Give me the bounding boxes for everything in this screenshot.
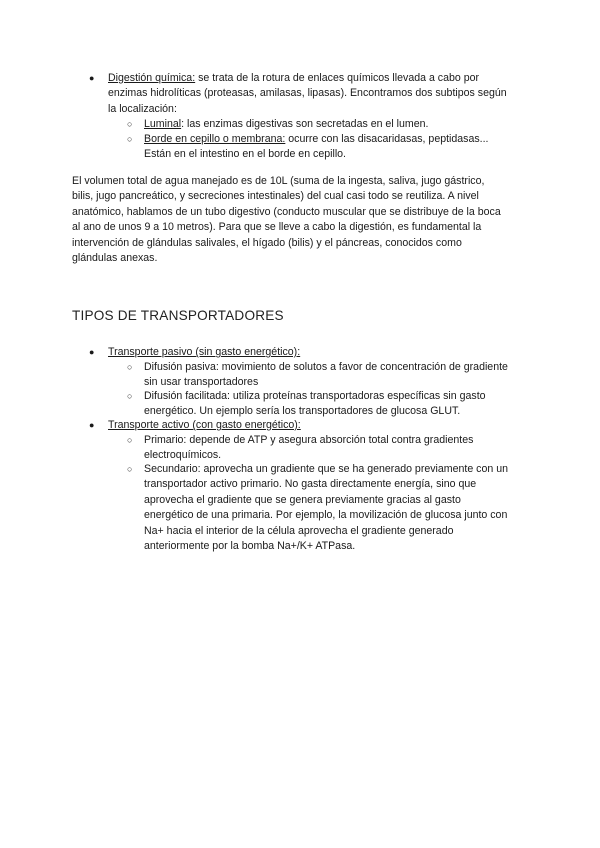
section-heading: TIPOS DE TRANSPORTADORES xyxy=(72,308,284,323)
list-item-digestion-quimica: Digestión química: se trata de la rotura de enlaces químicos llevada a cabo por enzimas hidrolíticas (proteasas, amilasas, lipasas). Encontramos dos subtipos según la localización: xyxy=(108,72,507,115)
sub-bullet-icon: ○ xyxy=(127,391,133,401)
bullet-icon: ● xyxy=(89,73,95,83)
term-label: Digestión química: xyxy=(108,72,196,84)
list-item-transporte-activo: Transporte activo (con gasto energético): xyxy=(108,419,301,431)
sub-bullet-icon: ○ xyxy=(127,119,133,129)
bullet-icon: ● xyxy=(89,347,95,357)
sub-bullet-icon: ○ xyxy=(127,464,133,474)
body-paragraph: El volumen total de agua manejado es de 10L (suma de la ingesta, saliva, jugo gástrico, bilis, jugo pancreático, y secreciones intestinales) del cual casi todo se reutiliza. A nivel anatómico, hablamos de un tubo digestivo (conducto muscular que se distribuye de la boca al ano de unos 9 a 10 metros). Para que se lleve a cabo la digestión, es fundamental la intervención de glándulas salivales, el hígado (bilis) y el páncreas, conocidos como glándulas anexas. xyxy=(72,175,501,265)
sub-bullet-icon: ○ xyxy=(127,134,133,144)
sub-item-luminal: Luminal: las enzimas digestivas son secretadas en el lumen. xyxy=(144,118,429,130)
sub-item-difusion-pasiva: Difusión pasiva: movimiento de solutos a favor de concentración de gradiente sin usar transportadores xyxy=(144,361,508,389)
sub-item-difusion-facilitada: Difusión facilitada: utiliza proteínas transportadoras específicas sin gasto energético. Un ejemplo sería los transportadores de glucosa GLUT. xyxy=(144,390,486,418)
sub-item-primario: Primario: depende de ATP y asegura absorción total contra gradientes electroquímicos. xyxy=(144,434,474,462)
bullet-icon: ● xyxy=(89,420,95,430)
sub-bullet-icon: ○ xyxy=(127,435,133,445)
list-item-transporte-pasivo: Transporte pasivo (sin gasto energético): xyxy=(108,346,301,358)
sub-bullet-icon: ○ xyxy=(127,362,133,372)
sub-item-borde-cepillo: Borde en cepillo o membrana: ocurre con las disacaridasas, peptidasas... Están en el intestino en el borde en cepillo. xyxy=(144,133,489,161)
sub-item-secundario: Secundario: aprovecha un gradiente que se ha generado previamente con un transportador activo primario. No gasta directamente energía, sino que aprovecha el gradiente que se genera previamente gracias al gasto energético de una primaria. Por ejemplo, la movilización de glucosa junto con Na+ hacia el interior de la célula aprovecha el gradiente generado anteriormente por la bomba Na+/K+ ATPasa. xyxy=(144,463,508,553)
